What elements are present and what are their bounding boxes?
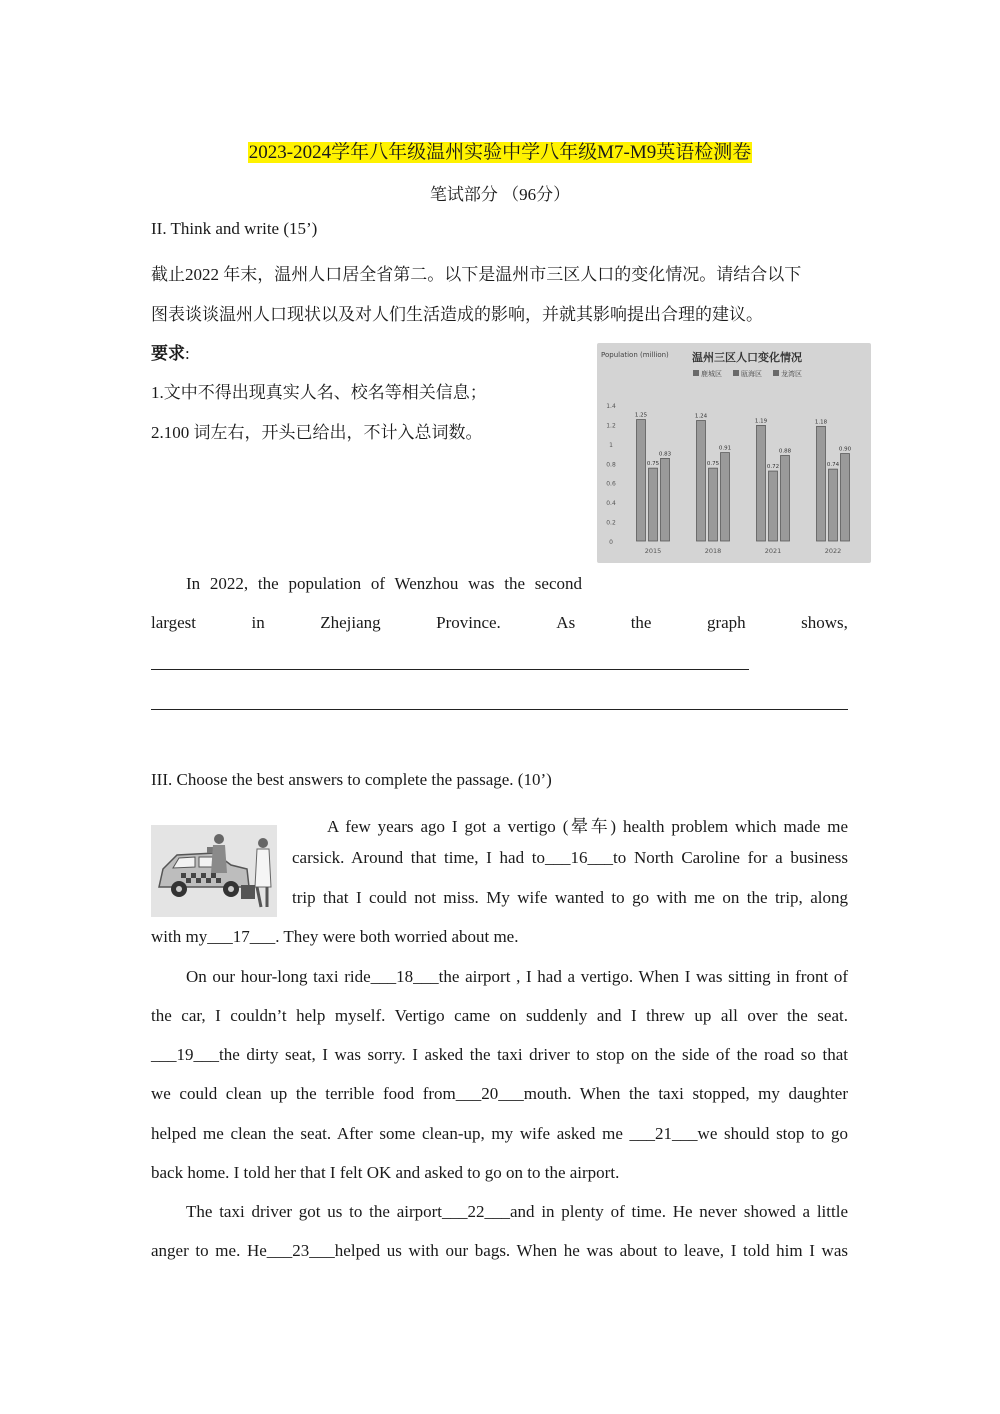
- y-tick-label: 1: [609, 441, 613, 449]
- y-tick-label: 1.2: [606, 422, 616, 430]
- x-tick-label: 2018: [704, 547, 722, 555]
- start-word: shows,: [801, 613, 848, 632]
- data-label: 0.72: [766, 464, 780, 471]
- start-word: Zhejiang: [320, 613, 381, 632]
- chart-bar: [829, 469, 838, 541]
- legend-swatch: [733, 370, 739, 376]
- data-label: 0.75: [706, 461, 720, 468]
- chart-bar: [817, 426, 826, 541]
- x-tick-label: 2021: [764, 547, 782, 555]
- chart-bar: [661, 458, 670, 541]
- taxi-image: [151, 825, 277, 917]
- x-tick-label: 2015: [644, 547, 662, 555]
- passage-line: trip that I could not miss. My wife wanted to go with me on the trip, along: [292, 888, 848, 907]
- passage-line: back home. I told her that I felt OK and asked to go on to the airport.: [151, 1163, 620, 1182]
- requirement-1: 1.文中不得出现真实人名、校名等相关信息；: [151, 383, 487, 402]
- writing-start-line1: In 2022, the population of Wenzhou was the second: [186, 574, 582, 593]
- y-tick-label: 0.2: [606, 519, 616, 527]
- taxi-icon: [151, 825, 277, 917]
- passage-line: On our hour-long taxi ride___18___the airport , I had a vertigo. When I was sitting in front of: [186, 967, 848, 986]
- y-tick-label: 1.4: [606, 403, 616, 410]
- start-word: in: [251, 613, 265, 632]
- section2-intro-line2: 图表谈谈温州人口现状以及对人们生活造成的影响，并就其影响提出合理的建议。: [151, 305, 763, 324]
- chart-bar: [781, 456, 790, 541]
- y-tick-label: 0.4: [606, 500, 616, 508]
- chart-bar: [757, 425, 766, 541]
- answer-line[interactable]: [151, 709, 848, 710]
- start-word: Province.: [436, 613, 501, 632]
- data-label: 0.90: [838, 446, 852, 453]
- chart-svg: [597, 343, 871, 563]
- chart-bar: [841, 454, 850, 541]
- x-tick-label: 2022: [824, 547, 842, 555]
- chart-bar: [697, 421, 706, 541]
- chart-bar: [649, 468, 658, 541]
- start-word: graph: [706, 613, 746, 632]
- chart-bar: [637, 420, 646, 541]
- answer-line[interactable]: [151, 669, 749, 670]
- section2-heading: II. Think and write (15’): [151, 219, 318, 238]
- data-label: 0.74: [826, 462, 840, 469]
- section3-heading: III. Choose the best answers to complete the passage. (10’): [151, 770, 552, 789]
- passage-line: carsick. Around that time, I had to___16___to North Caroline for a business: [292, 848, 848, 867]
- data-label: 1.19: [754, 418, 768, 425]
- data-label: 1.24: [694, 413, 708, 420]
- y-tick-label: 0.6: [606, 480, 616, 488]
- requirement-2: 2.100 词左右，开头已给出，不计入总词数。: [151, 423, 483, 442]
- data-label: 0.91: [718, 445, 732, 452]
- data-label: 0.88: [778, 448, 792, 455]
- passage-line: ___19___the dirty seat, I was sorry. I asked the taxi driver to stop on the side of the road so that: [151, 1045, 848, 1064]
- start-word: largest: [151, 613, 197, 632]
- passage-line: anger to me. He___23___helped us with our bags. When he was about to leave, I told him I was: [151, 1241, 848, 1260]
- passage-line: the car, I couldn’t help myself. Vertigo came on suddenly and I threw up all over the seat.: [151, 1006, 848, 1025]
- passage-line: we could clean up the terrible food from___20___mouth. When the taxi stopped, my daughter: [151, 1084, 848, 1103]
- writing-start-line2: [151, 613, 848, 633]
- requirements-label: 要求:: [151, 344, 190, 363]
- start-word: As: [556, 613, 576, 632]
- data-label: 0.75: [646, 461, 660, 468]
- chart-bar: [721, 453, 730, 541]
- legend-entry: 龙湾区: [781, 370, 802, 378]
- passage-line: helped me clean the seat. After some clean-up, my wife asked me ___21___we should stop to go: [151, 1124, 848, 1143]
- passage-line: The taxi driver got us to the airport___22___and in plenty of time. He never showed a little: [186, 1202, 848, 1221]
- legend-swatch: [773, 370, 779, 376]
- legend-entry: 鹿城区: [701, 370, 722, 378]
- data-label: 1.25: [634, 412, 648, 419]
- passage-line: with my___17___. They were both worried about me.: [151, 927, 519, 946]
- legend-swatch: [693, 370, 699, 376]
- start-word: the: [630, 613, 652, 632]
- y-axis-label: Population (million): [601, 351, 669, 359]
- chart-bar: [769, 471, 778, 541]
- data-label: 0.83: [658, 451, 672, 458]
- page-subtitle: 笔试部分 （96分）: [429, 185, 571, 204]
- y-tick-label: 0: [609, 539, 613, 546]
- y-tick-label: 0.8: [606, 461, 616, 469]
- chart-title: 温州三区人口变化情况: [692, 351, 802, 364]
- page-title: 2023-2024学年八年级温州实验中学八年级M7-M9英语检测卷: [248, 142, 752, 163]
- passage-line: A few years ago I got a vertigo (晕车) health problem which made me: [327, 817, 848, 836]
- section2-intro-line1: 截止2022 年末，温州人口居全省第二。以下是温州市三区人口的变化情况。请结合以下: [151, 265, 802, 284]
- data-label: 1.18: [814, 419, 828, 426]
- population-chart: [597, 343, 871, 563]
- chart-bar: [709, 468, 718, 541]
- legend-entry: 瓯海区: [741, 370, 762, 378]
